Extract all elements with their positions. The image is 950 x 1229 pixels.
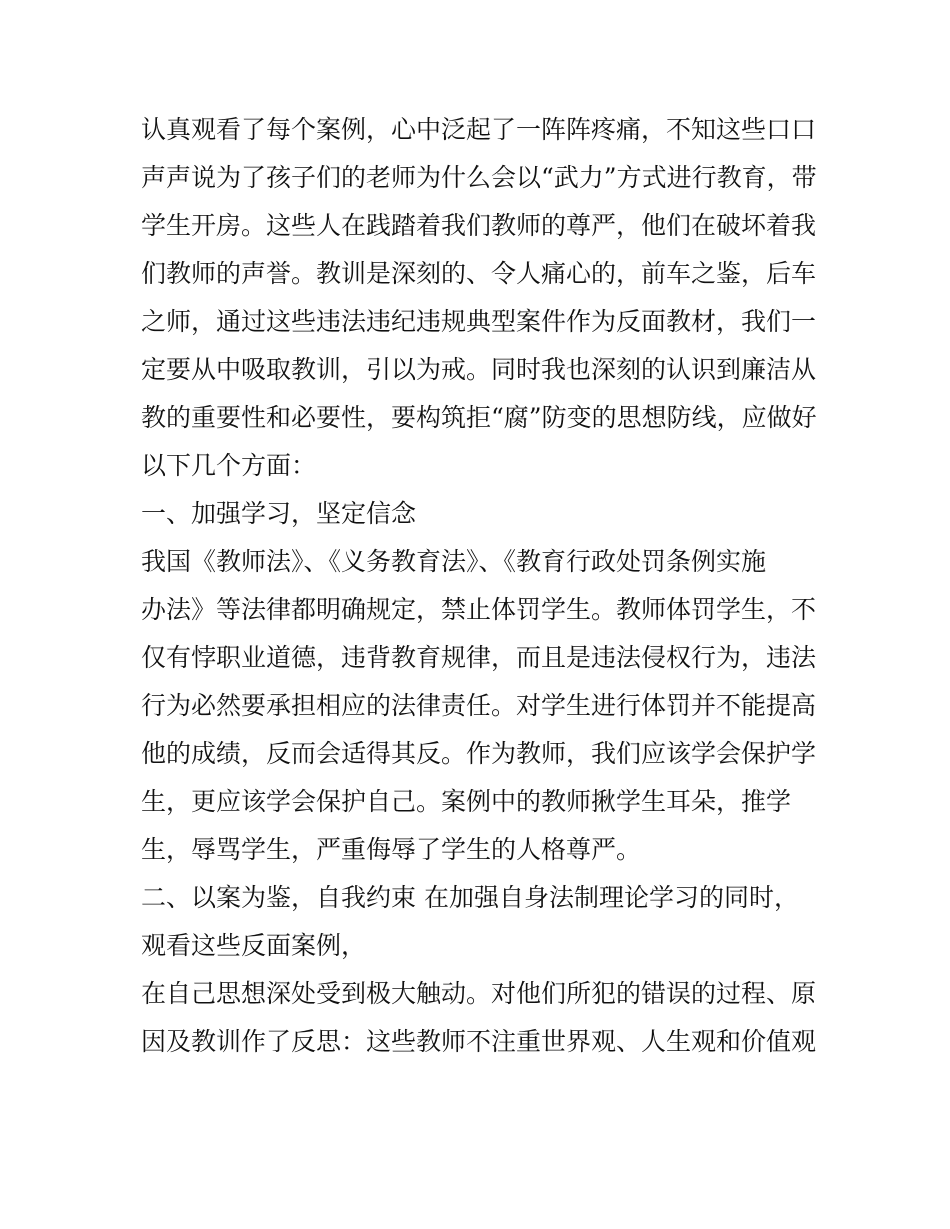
section-heading-2: 二、以案为鉴，自我约束 在加强自身法制理论学习的同时， <box>141 883 799 912</box>
text-line-2: 声声说为了孩子们的老师为什么会以“武力”方式进行教育，带 <box>141 163 817 192</box>
document-body <box>141 106 821 1066</box>
text-line-3: 学生开房。这些人在践踏着我们教师的尊严，他们在破坏着我 <box>141 211 817 240</box>
text-line-15: 生，更应该学会保护自己。案例中的教师揪学生耳朵，推学 <box>141 787 792 816</box>
text-line-5: 之师，通过这些违法违纪违规典型案件作为反面教材，我们一 <box>141 307 817 336</box>
text-line-6: 定要从中吸取教训，引以为戒。同时我也深刻的认识到廉洁从 <box>141 355 817 384</box>
text-line-7: 教的重要性和必要性，要构筑拒“腐”防变的思想防线，应做好 <box>141 403 817 432</box>
text-line-13: 行为必然要承担相应的法律责任。对学生进行体罚并不能提高 <box>141 691 817 720</box>
text-line-18: 观看这些反面案例， <box>141 931 367 960</box>
text-line-11: 办法》等法律都明确规定，禁止体罚学生。教师体罚学生，不 <box>141 595 817 624</box>
text-line-10: 我国《教师法》、《义务教育法》、《教育行政处罚条例实施 <box>141 547 767 576</box>
text-line-16: 生，辱骂学生，严重侮辱了学生的人格尊严。 <box>141 835 642 864</box>
section-heading-1: 一、加强学习，坚定信念 <box>141 499 417 528</box>
text-line-8: 以下几个方面： <box>141 451 317 480</box>
text-line-1: 认真观看了每个案例，心中泛起了一阵阵疼痛，不知这些口口 <box>141 115 817 144</box>
text-line-19: 在自己思想深处受到极大触动。对他们所犯的错误的过程、原 <box>141 979 817 1008</box>
text-line-4: 们教师的声誉。教训是深刻的、令人痛心的，前车之鉴，后车 <box>141 259 817 288</box>
text-line-20: 因及教训作了反思：这些教师不注重世界观、人生观和价值观 <box>141 1027 817 1056</box>
text-line-12: 仅有悖职业道德，违背教育规律，而且是违法侵权行为，违法 <box>141 643 817 672</box>
text-line-14: 他的成绩，反而会适得其反。作为教师，我们应该学会保护学 <box>141 739 817 768</box>
